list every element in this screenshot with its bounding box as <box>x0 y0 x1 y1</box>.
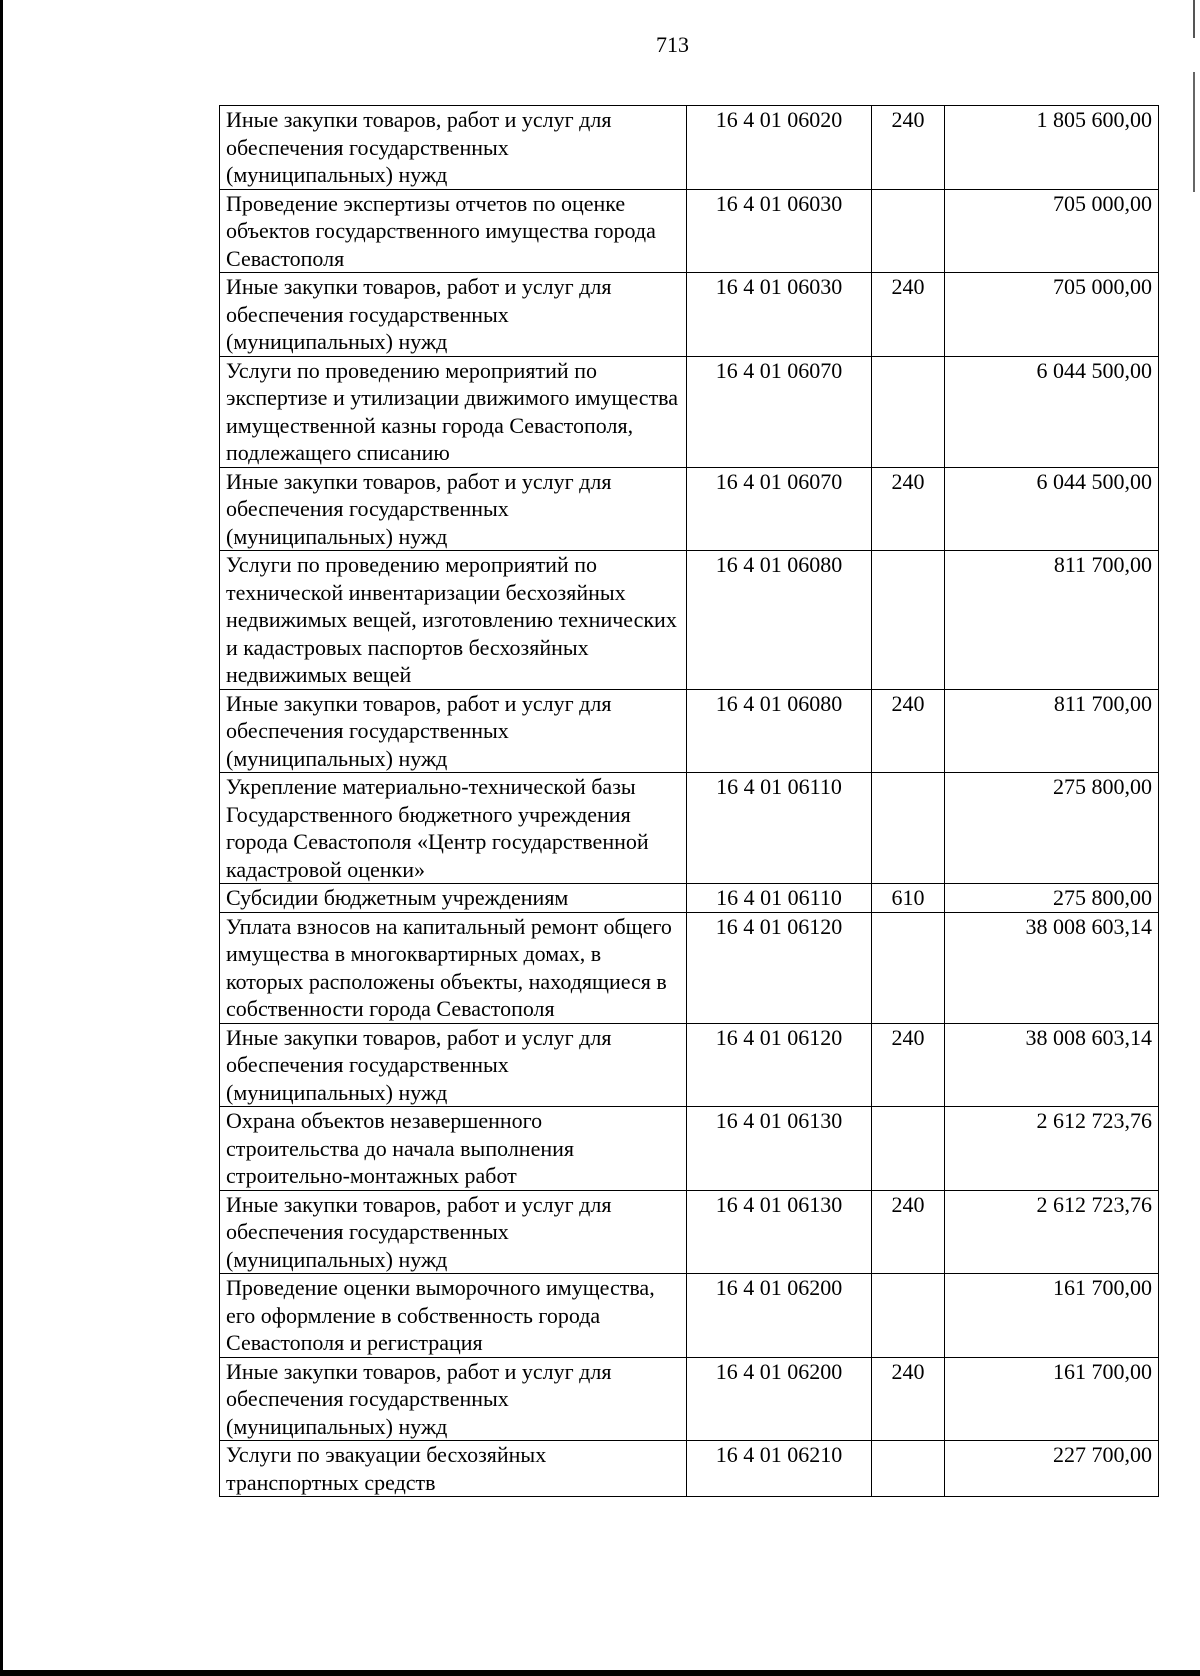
page-number: 713 <box>656 32 689 57</box>
table-row <box>220 551 1159 690</box>
row-sum: 811 700,00 <box>945 689 1159 773</box>
row-type <box>872 356 945 467</box>
table-row <box>220 356 1159 467</box>
row-sum: 275 800,00 <box>945 773 1159 884</box>
row-code: 16 4 01 06200 <box>687 1357 872 1441</box>
row-name: Уплата взносов на капитальный ремонт общего имущества в многоквартирных домах, в которых расположены объекты, находящиеся в собственности города Севастополя <box>220 912 687 1023</box>
row-code: 16 4 01 06070 <box>687 356 872 467</box>
row-sum: 6 044 500,00 <box>945 356 1159 467</box>
row-code: 16 4 01 06070 <box>687 467 872 551</box>
row-sum: 2 612 723,76 <box>945 1190 1159 1274</box>
row-type <box>872 1107 945 1191</box>
table-row <box>220 1190 1159 1274</box>
row-type: 610 <box>872 884 945 913</box>
row-code: 16 4 01 06030 <box>687 189 872 273</box>
row-name: Услуги по эвакуации бесхозяйных транспортных средств <box>220 1441 687 1497</box>
row-type <box>872 189 945 273</box>
row-code: 16 4 01 06210 <box>687 1441 872 1497</box>
row-name: Проведение оценки выморочного имущества, его оформление в собственность города Севастополя и регистрация <box>220 1274 687 1358</box>
row-code: 16 4 01 06080 <box>687 689 872 773</box>
budget-table-body <box>220 106 1159 1497</box>
budget-table <box>219 105 1159 1497</box>
row-name: Охрана объектов незавершенного строительства до начала выполнения строительно-монтажных работ <box>220 1107 687 1191</box>
row-name: Иные закупки товаров, работ и услуг для обеспечения государственных (муниципальных) нужд <box>220 467 687 551</box>
row-sum: 811 700,00 <box>945 551 1159 690</box>
row-sum: 161 700,00 <box>945 1274 1159 1358</box>
row-sum: 38 008 603,14 <box>945 912 1159 1023</box>
table-row <box>220 689 1159 773</box>
row-code: 16 4 01 06110 <box>687 884 872 913</box>
table-row <box>220 106 1159 190</box>
row-sum: 705 000,00 <box>945 273 1159 357</box>
table-row <box>220 1357 1159 1441</box>
row-name: Иные закупки товаров, работ и услуг для обеспечения государственных (муниципальных) нужд <box>220 1190 687 1274</box>
row-name: Иные закупки товаров, работ и услуг для обеспечения государственных (муниципальных) нужд <box>220 689 687 773</box>
row-type <box>872 1441 945 1497</box>
row-type: 240 <box>872 273 945 357</box>
row-type: 240 <box>872 1190 945 1274</box>
table-row <box>220 1023 1159 1107</box>
row-name: Иные закупки товаров, работ и услуг для обеспечения государственных (муниципальных) нужд <box>220 106 687 190</box>
table-row <box>220 1107 1159 1191</box>
table-row <box>220 773 1159 884</box>
row-type <box>872 773 945 884</box>
table-row <box>220 912 1159 1023</box>
row-sum: 1 805 600,00 <box>945 106 1159 190</box>
row-type: 240 <box>872 689 945 773</box>
row-name: Услуги по проведению мероприятий по экспертизе и утилизации движимого имущества имущественной казны города Севастополя, подлежащего списанию <box>220 356 687 467</box>
row-type: 240 <box>872 467 945 551</box>
row-sum: 275 800,00 <box>945 884 1159 913</box>
table-row <box>220 467 1159 551</box>
row-name: Укрепление материально-технической базы Государственного бюджетного учреждения города Севастополя «Центр государственной кадастровой оценки» <box>220 773 687 884</box>
table-row <box>220 189 1159 273</box>
row-sum: 6 044 500,00 <box>945 467 1159 551</box>
row-type <box>872 551 945 690</box>
table-row <box>220 273 1159 357</box>
row-code: 16 4 01 06130 <box>687 1190 872 1274</box>
row-type: 240 <box>872 1023 945 1107</box>
row-type <box>872 912 945 1023</box>
row-name: Иные закупки товаров, работ и услуг для обеспечения государственных (муниципальных) нужд <box>220 1357 687 1441</box>
row-code: 16 4 01 06200 <box>687 1274 872 1358</box>
row-sum: 2 612 723,76 <box>945 1107 1159 1191</box>
row-type: 240 <box>872 106 945 190</box>
row-code: 16 4 01 06020 <box>687 106 872 190</box>
row-code: 16 4 01 06120 <box>687 912 872 1023</box>
row-code: 16 4 01 06080 <box>687 551 872 690</box>
table-row <box>220 1441 1159 1497</box>
scan-edge-right-mid <box>1193 72 1195 192</box>
row-sum: 161 700,00 <box>945 1357 1159 1441</box>
row-type <box>872 1274 945 1358</box>
row-name: Субсидии бюджетным учреждениям <box>220 884 687 913</box>
row-sum: 705 000,00 <box>945 189 1159 273</box>
row-sum: 227 700,00 <box>945 1441 1159 1497</box>
row-name: Иные закупки товаров, работ и услуг для обеспечения государственных (муниципальных) нужд <box>220 273 687 357</box>
row-name: Иные закупки товаров, работ и услуг для обеспечения государственных (муниципальных) нужд <box>220 1023 687 1107</box>
row-sum: 38 008 603,14 <box>945 1023 1159 1107</box>
row-code: 16 4 01 06110 <box>687 773 872 884</box>
table-row <box>220 884 1159 913</box>
row-code: 16 4 01 06120 <box>687 1023 872 1107</box>
scan-edge-left <box>0 0 3 1676</box>
row-name: Проведение экспертизы отчетов по оценке объектов государственного имущества города Севастополя <box>220 189 687 273</box>
table-row <box>220 1274 1159 1358</box>
row-code: 16 4 01 06130 <box>687 1107 872 1191</box>
scan-edge-bottom <box>0 1670 1200 1676</box>
row-type: 240 <box>872 1357 945 1441</box>
row-code: 16 4 01 06030 <box>687 273 872 357</box>
row-name: Услуги по проведению мероприятий по технической инвентаризации бесхозяйных недвижимых вещей, изготовлению технических и кадастровых паспортов бесхозяйных недвижимых вещей <box>220 551 687 690</box>
